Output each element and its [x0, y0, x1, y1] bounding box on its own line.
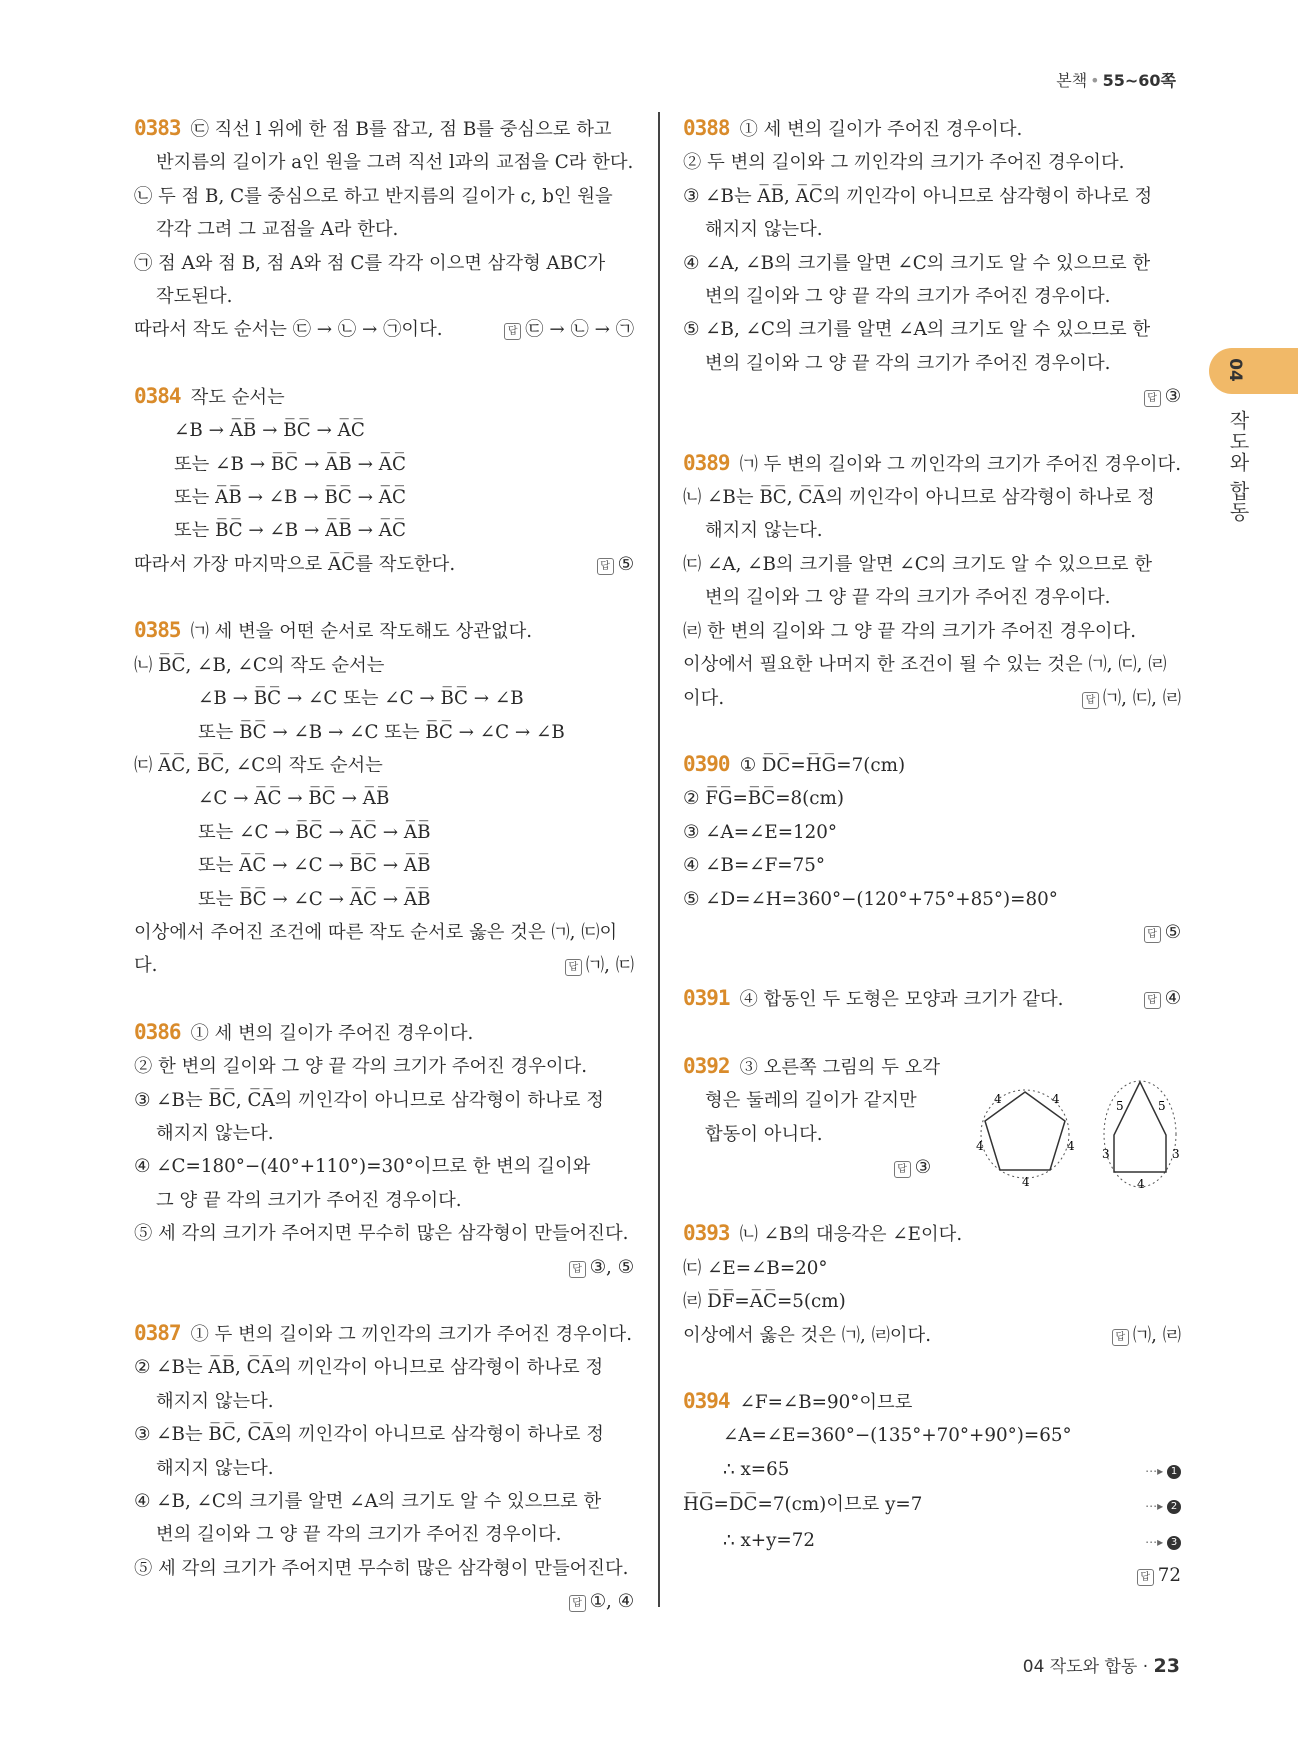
line-text: 따라서 가장 마지막으로 A̅C̅를 작도한다.	[134, 553, 456, 575]
line-text: 또는 ∠C → B̅C̅ → A̅C̅ → A̅B̅	[198, 821, 431, 843]
line-text: H̅G̅=D̅C̅=7(cm)이므로 y=7	[683, 1494, 923, 1516]
right-column	[683, 112, 1181, 1625]
answer-icon: 답	[569, 1261, 586, 1278]
answer-text: ①, ④	[589, 1591, 634, 1613]
line-text: 그 양 끝 각의 크기가 주어진 경우이다.	[156, 1189, 462, 1211]
solution-line	[134, 1552, 634, 1585]
line-text: ② 한 변의 길이와 그 양 끝 각의 크기가 주어진 경우이다.	[134, 1056, 588, 1078]
problem-number: 0391	[683, 986, 730, 1011]
solution-line	[683, 1488, 1181, 1523]
problem-number: 0392	[683, 1053, 730, 1078]
answer-text: ㈀, ㈂	[585, 955, 634, 977]
solution-line	[683, 1285, 1181, 1318]
line-text: ③ ∠B는 B̅C̅, C̅A̅의 끼인각이 아니므로 삼각형이 하나로 정	[134, 1424, 604, 1446]
solution-line	[134, 380, 634, 414]
solution-line	[134, 1016, 634, 1050]
solution-line	[134, 1251, 634, 1284]
problem-0385	[134, 614, 634, 982]
solution-line	[683, 548, 1181, 581]
solution-line	[134, 280, 634, 313]
line-text: 변의 길이와 그 양 끝 각의 크기가 주어진 경우이다.	[705, 587, 1111, 609]
solution-line	[683, 1524, 1181, 1559]
solution-line	[134, 782, 634, 815]
problem-number: 0387	[134, 1321, 181, 1345]
problem-number: 0389	[683, 450, 730, 475]
solution-line	[683, 916, 1181, 949]
line-text: 다.	[134, 955, 158, 977]
answer-icon: 답	[504, 323, 521, 340]
line-text: ㈂ A̅C̅, B̅C̅, ∠C의 작도 순서는	[134, 754, 383, 776]
problem-number: 0388	[683, 116, 730, 140]
line-text: 형은 둘레의 길이가 같지만	[705, 1090, 917, 1112]
line-text: ① 세 변의 길이가 주어진 경우이다.	[190, 1022, 474, 1044]
line-text: ⑤ 세 각의 크기가 주어지면 무수히 많은 삼각형이 만들어진다.	[134, 1557, 629, 1579]
solution-line	[134, 682, 634, 715]
solution-line	[134, 514, 634, 547]
problem-number: 0394	[683, 1389, 730, 1413]
line-text: ① 세 변의 길이가 주어진 경우이다.	[739, 119, 1023, 140]
line-text: 변의 길이와 그 양 끝 각의 크기가 주어진 경우이다.	[705, 352, 1111, 374]
answer-icon: 답	[1144, 390, 1161, 407]
line-text: ㈃ D̅F̅=A̅C̅=5(cm)	[683, 1291, 846, 1313]
line-text: ① 두 변의 길이와 그 끼인각의 크기가 주어진 경우이다.	[190, 1324, 633, 1345]
solution-line	[683, 481, 1181, 514]
answer	[1082, 682, 1181, 715]
page-footer: 04 작도와 합동 · 23	[1022, 1655, 1180, 1677]
answer-text: ④	[1164, 988, 1181, 1010]
line-text: ④ 합동인 두 도형은 모양과 크기가 같다.	[739, 989, 1064, 1011]
line-text: ㈁ ∠B는 B̅C̅, C̅A̅의 끼인각이 아니므로 삼각형이 하나로 정	[683, 487, 1155, 509]
answer-icon: 답	[1082, 692, 1099, 709]
solution-line	[134, 112, 634, 146]
solution-line	[134, 481, 634, 514]
line-text: 이상에서 필요한 나머지 한 조건이 될 수 있는 것은 ㈀, ㈂, ㈃	[683, 654, 1167, 676]
footer-chapter: 04 작도와 합동	[1022, 1657, 1138, 1677]
solution-line	[683, 1385, 1181, 1419]
problem-0391	[683, 982, 1181, 1016]
line-text: ㉡ 두 점 B, C를 중심으로 하고 반지름의 길이가 c, b인 원을	[134, 185, 613, 207]
solution-line	[683, 514, 1181, 547]
step-marker: ⋯▸ 1	[1145, 1453, 1181, 1488]
solution-line	[134, 1385, 634, 1418]
line-text: ③ ∠A=∠E=120°	[683, 821, 838, 843]
pentagons-figure	[972, 1070, 1212, 1200]
solution-line	[683, 581, 1181, 614]
solution-line	[683, 816, 1181, 849]
pentagon2-label-right: 3	[1172, 1147, 1180, 1161]
answer	[1144, 916, 1181, 949]
line-text: ① D̅C̅=H̅G̅=7(cm)	[739, 754, 906, 776]
solution-line	[683, 782, 1181, 815]
step-number: 3	[1167, 1536, 1181, 1550]
problem-0384	[134, 380, 634, 581]
pentagon1-label-top-right: 4	[1052, 1092, 1060, 1106]
column-divider	[658, 112, 660, 1607]
solution-line	[683, 615, 1181, 648]
line-text: 해지지 않는다.	[705, 219, 823, 241]
solution-line	[134, 916, 634, 949]
answer-text: ③, ⑤	[589, 1256, 634, 1278]
line-text: 또는 B̅C̅ → ∠C → A̅C̅ → A̅B̅	[198, 888, 431, 910]
solution-line	[134, 146, 634, 179]
chapter-tab-title: 작도와 합동	[1226, 410, 1250, 523]
answer	[1144, 982, 1181, 1016]
pentagon1-label-bottom: 4	[1022, 1175, 1030, 1189]
line-text: ④ ∠C=180°−(40°+110°)=30°이므로 한 변의 길이와	[134, 1156, 591, 1178]
answer-icon: 답	[1144, 926, 1161, 943]
problem-0388	[683, 112, 1181, 414]
solution-line	[134, 448, 634, 481]
solution-line	[683, 213, 1181, 246]
answer-text: ③	[914, 1156, 931, 1178]
solution-line	[683, 180, 1181, 213]
line-text: ② ∠B는 A̅B̅, C̅A̅의 끼인각이 아니므로 삼각형이 하나로 정	[134, 1357, 604, 1379]
solution-line	[683, 849, 1181, 882]
solution-line	[134, 716, 634, 749]
solution-line	[134, 883, 634, 916]
problem-0394	[683, 1385, 1181, 1592]
line-text: 또는 A̅B̅ → ∠B → B̅C̅ → A̅C̅	[174, 487, 406, 509]
pentagon2-label-bottom: 4	[1137, 1177, 1145, 1191]
solution-line	[134, 1418, 634, 1451]
problem-0386	[134, 1016, 634, 1284]
line-text: ㈂ ∠A, ∠B의 크기를 알면 ∠C의 크기도 알 수 있으므로 한	[683, 553, 1152, 575]
solution-line	[134, 1084, 634, 1117]
line-text: ② 두 변의 길이와 그 끼인각의 크기가 주어진 경우이다.	[683, 152, 1125, 174]
regular-pentagon	[976, 1090, 1075, 1189]
line-text: 해지지 않는다.	[156, 1457, 274, 1479]
line-text: ㈂ ∠E=∠B=20°	[683, 1257, 828, 1279]
line-text: 합동이 아니다.	[705, 1123, 823, 1145]
answer	[1137, 1559, 1181, 1592]
line-text: ∠A=∠E=360°−(135°+70°+90°)=65°	[723, 1425, 1072, 1447]
solution-line	[683, 313, 1181, 346]
pentagon1-label-top-left: 4	[994, 1092, 1002, 1106]
answer-text: 72	[1157, 1565, 1181, 1587]
line-text: ④ ∠A, ∠B의 크기를 알면 ∠C의 크기도 알 수 있으므로 한	[683, 252, 1151, 274]
solution-line	[134, 1485, 634, 1518]
line-text: 해지지 않는다.	[705, 520, 823, 542]
line-text: ③ ∠B는 A̅B̅, A̅C̅의 끼인각이 아니므로 삼각형이 하나로 정	[683, 185, 1153, 207]
line-text: ∠B → A̅B̅ → B̅C̅ → A̅C̅	[174, 420, 365, 442]
line-text: ⑤ ∠D=∠H=360°−(120°+75°+85°)=80°	[683, 888, 1058, 910]
problem-0387	[134, 1317, 634, 1619]
solution-line	[683, 748, 1181, 782]
line-text: 따라서 작도 순서는 ㉢ → ㉡ → ㉠이다.	[134, 319, 443, 341]
answer	[569, 1585, 634, 1618]
problem-0383	[134, 112, 634, 347]
header-label: 본책	[1056, 71, 1088, 90]
answer	[504, 313, 634, 346]
line-text: 이다.	[683, 687, 725, 709]
solution-line	[683, 447, 1181, 481]
line-text: ㉠ 점 A와 점 B, 점 A와 점 C를 각각 이으면 삼각형 ABC가	[134, 252, 606, 274]
solution-line	[134, 1184, 634, 1217]
pentagon2-label-top-left: 5	[1116, 1099, 1124, 1113]
page-header: 본책 • 55~60쪽	[1056, 71, 1176, 90]
problem-0389	[683, 447, 1181, 715]
solution-line	[683, 146, 1181, 179]
line-text: 또는 A̅C̅ → ∠C → B̅C̅ → A̅B̅	[198, 855, 431, 877]
problem-0393	[683, 1217, 1181, 1352]
answer-text: ③	[1164, 386, 1181, 408]
left-column	[134, 112, 634, 1652]
solution-line	[683, 1252, 1181, 1285]
solution-line	[134, 949, 634, 982]
solution-line	[683, 347, 1181, 380]
step-marker: ⋯▸ 2	[1145, 1488, 1181, 1523]
solution-line	[134, 649, 634, 682]
line-text: ∠C → A̅C̅ → B̅C̅ → A̅B̅	[198, 788, 390, 810]
answer-icon: 답	[1137, 1569, 1154, 1586]
answer	[565, 949, 634, 982]
problem-number: 0386	[134, 1019, 181, 1044]
line-text: 또는 ∠B → B̅C̅ → A̅B̅ → A̅C̅	[174, 453, 406, 475]
line-text: ∴ x+y=72	[723, 1529, 815, 1551]
chapter-tab-number: 04	[1224, 358, 1245, 382]
pentagon2-label-left: 3	[1102, 1147, 1110, 1161]
answer-icon: 답	[1112, 1329, 1129, 1346]
solution-line	[683, 112, 1181, 146]
answer-text: ㈀, ㈂, ㈃	[1102, 687, 1181, 709]
line-text: ㈀ 세 변을 어떤 순서로 작도해도 상관없다.	[190, 621, 533, 643]
line-text: ④ ∠B=∠F=75°	[683, 855, 825, 877]
line-text: 또는 B̅C̅ → ∠B → ∠C 또는 B̅C̅ → ∠C → ∠B	[198, 721, 565, 743]
line-text: ③ ∠B는 B̅C̅, C̅A̅의 끼인각이 아니므로 삼각형이 하나로 정	[134, 1089, 604, 1111]
solution-line	[683, 1319, 1181, 1352]
line-text: 변의 길이와 그 양 끝 각의 크기가 주어진 경우이다.	[156, 1524, 562, 1546]
answer-text: ⑤	[1164, 921, 1181, 943]
solution-line	[134, 1117, 634, 1150]
line-text: ㈁ B̅C̅, ∠B, ∠C의 작도 순서는	[134, 654, 385, 676]
answer-text: ㈀, ㈃	[1132, 1324, 1181, 1346]
solution-line	[683, 648, 1181, 681]
solution-line	[134, 1585, 634, 1618]
problem-number: 0384	[134, 383, 181, 408]
line-text: 각각 그려 그 교점을 A라 한다.	[156, 219, 399, 241]
step-marker: ⋯▸ 3	[1145, 1524, 1181, 1559]
line-text: ㈃ 한 변의 길이와 그 양 끝 각의 크기가 주어진 경우이다.	[683, 620, 1137, 642]
solution-line	[134, 1050, 634, 1083]
answer	[894, 1151, 931, 1184]
solution-line	[134, 849, 634, 882]
solution-line	[134, 749, 634, 782]
solution-line	[683, 380, 1181, 413]
answer-icon: 답	[1144, 992, 1161, 1009]
solution-line	[134, 816, 634, 849]
solution-line	[683, 247, 1181, 280]
solution-line	[134, 213, 634, 246]
solution-line	[134, 548, 634, 581]
line-text: ⑤ ∠B, ∠C의 크기를 알면 ∠A의 크기도 알 수 있으므로 한	[683, 319, 1151, 341]
line-text: ∴ x=65	[723, 1458, 790, 1480]
solution-line	[134, 1452, 634, 1485]
answer-icon: 답	[597, 558, 614, 575]
answer-icon: 답	[569, 1595, 586, 1612]
solution-line	[134, 1217, 634, 1250]
answer	[597, 548, 634, 581]
solution-line	[683, 1559, 1181, 1592]
footer-page-number: 23	[1153, 1655, 1180, 1677]
solution-line	[683, 883, 1181, 916]
line-text: ㈀ 두 변의 길이와 그 끼인각의 크기가 주어진 경우이다.	[739, 453, 1182, 475]
answer	[1112, 1319, 1181, 1352]
answer-text: ㉢ → ㉡ → ㉠	[525, 319, 634, 341]
pentagon2-label-top-right: 5	[1158, 1099, 1166, 1113]
answer	[1144, 380, 1181, 413]
line-text: ㈁ ∠B의 대응각은 ∠E이다.	[739, 1224, 963, 1246]
line-text: 반지름의 길이가 a인 원을 그려 직선 l과의 교점을 C라 한다.	[156, 152, 634, 174]
line-text: ㉢ 직선 l 위에 한 점 B를 잡고, 점 B를 중심으로 하고	[190, 119, 612, 140]
line-text: 작도 순서는	[190, 386, 285, 408]
solution-line	[683, 1217, 1181, 1251]
line-text: ② F̅G̅=B̅C̅=8(cm)	[683, 788, 845, 810]
solution-line	[134, 180, 634, 213]
line-text: 해지지 않는다.	[156, 1390, 274, 1412]
line-text: ③ 오른쪽 그림의 두 오각	[739, 1056, 941, 1078]
solution-line	[683, 1419, 1181, 1452]
solution-line	[683, 1453, 1181, 1488]
solution-line	[134, 247, 634, 280]
line-text: 이상에서 주어진 조건에 따른 작도 순서로 옳은 것은 ㈀, ㈂이	[134, 921, 618, 943]
line-text: ∠F=∠B=90°이므로	[739, 1392, 913, 1413]
solution-line	[134, 1518, 634, 1551]
problem-number: 0385	[134, 618, 181, 643]
solution-line	[134, 1351, 634, 1384]
chapter-tab[interactable]	[1209, 348, 1298, 394]
answer	[569, 1251, 634, 1284]
problem-number: 0390	[683, 751, 730, 776]
solution-line	[134, 313, 634, 346]
line-text: 변의 길이와 그 양 끝 각의 크기가 주어진 경우이다.	[705, 286, 1111, 308]
pentagon1-label-right: 4	[1067, 1139, 1075, 1153]
step-number: 1	[1167, 1465, 1181, 1479]
line-text: 작도된다.	[156, 286, 233, 308]
solution-line	[134, 1150, 634, 1183]
line-text: ④ ∠B, ∠C의 크기를 알면 ∠A의 크기도 알 수 있으므로 한	[134, 1491, 602, 1513]
pentagon1-label-left: 4	[976, 1139, 984, 1153]
solution-line	[683, 280, 1181, 313]
line-text: 이상에서 옳은 것은 ㈀, ㈃이다.	[683, 1324, 932, 1346]
problem-number: 0393	[683, 1221, 730, 1246]
solution-line	[134, 414, 634, 447]
solution-line	[683, 982, 1181, 1016]
line-text: 해지지 않는다.	[156, 1122, 274, 1144]
line-text: ⑤ 세 각의 크기가 주어지면 무수히 많은 삼각형이 만들어진다.	[134, 1223, 629, 1245]
header-pages: 55~60쪽	[1102, 71, 1176, 90]
solution-line	[134, 614, 634, 648]
problem-0390	[683, 748, 1181, 949]
line-text: 또는 B̅C̅ → ∠B → A̅B̅ → A̅C̅	[174, 520, 406, 542]
solution-line	[134, 1317, 634, 1351]
step-number: 2	[1167, 1500, 1181, 1514]
answer-icon: 답	[565, 959, 582, 976]
answer-icon: 답	[894, 1161, 911, 1178]
line-text: ∠B → B̅C̅ → ∠C 또는 ∠C → B̅C̅ → ∠B	[198, 688, 524, 710]
answer-text: ⑤	[617, 553, 634, 575]
problem-number: 0383	[134, 116, 181, 140]
house-pentagon	[1102, 1081, 1180, 1191]
solution-line	[683, 682, 1181, 715]
